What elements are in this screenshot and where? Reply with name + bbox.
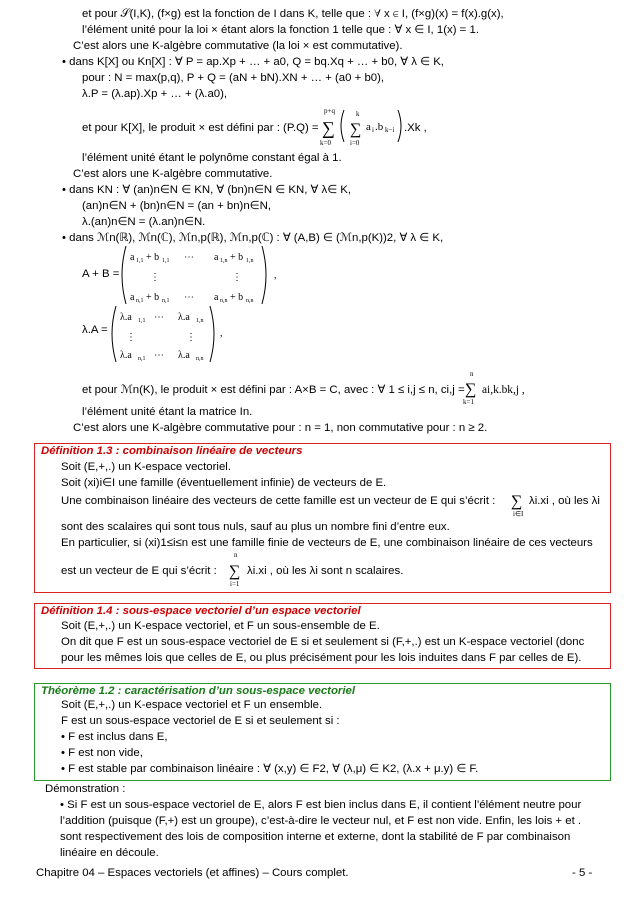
text-line: Soit (E,+,.) un K-espace vectoriel, et F un sous-ensemble de E. xyxy=(61,620,380,632)
svg-text:n,n: n,n xyxy=(246,298,254,304)
product-formula xyxy=(318,104,488,148)
text-line: λ.(an)n∈N = (λ.an)n∈N. xyxy=(82,216,206,228)
svg-text:∑: ∑ xyxy=(465,381,477,398)
text-line: • F est inclus dans E, xyxy=(61,731,168,743)
sum-symbol xyxy=(227,548,249,588)
svg-text:i: i xyxy=(372,126,374,134)
theorem-box xyxy=(34,683,611,781)
text-line: λ.A = xyxy=(82,324,108,336)
svg-text:1,n: 1,n xyxy=(220,258,228,264)
text-line: λ.P = (λ.ap).Xp + … + (λ.a0), xyxy=(82,88,228,100)
svg-text:n: n xyxy=(234,551,238,559)
svg-text:⋯: ⋯ xyxy=(184,292,194,303)
svg-text:+ b: + b xyxy=(230,252,244,263)
svg-text:n: n xyxy=(470,370,474,378)
text-line: et pour K[X], le produit × est défini par : (P.Q) = xyxy=(82,122,319,134)
svg-text:∑: ∑ xyxy=(322,118,335,138)
text-line: l’élément unité étant la matrice In. xyxy=(82,406,253,418)
definition-title: Définition 1.3 : combinaison linéaire de vecteurs xyxy=(41,445,303,457)
svg-text:n,1: n,1 xyxy=(138,356,146,362)
svg-text:1,1: 1,1 xyxy=(136,258,144,264)
svg-text:1,1: 1,1 xyxy=(138,318,146,324)
svg-text:⋮: ⋮ xyxy=(126,332,136,343)
svg-text:1,1: 1,1 xyxy=(162,258,170,264)
text-line: En particulier, si (xi)1≤i≤n est une famille finie de vecteurs de E, une combinaison linéaire de ces vecteurs xyxy=(61,537,593,549)
text-line: l’élément unité étant le polynôme constant égal à 1. xyxy=(82,152,342,164)
svg-text:⋮: ⋮ xyxy=(232,272,242,283)
svg-text:⋮: ⋮ xyxy=(150,272,160,283)
text-line: F est un sous-espace vectoriel de E si et seulement si : xyxy=(61,715,340,727)
text-line: pour : N = max(p,q), P + Q = (aN + bN).XN + … + (a0 + b0), xyxy=(82,72,385,84)
text-line: l’addition (puisque (F,+) est un groupe), c’est-à-dire le vecteur nul, et F est non vide. Enfin, les lois + et . xyxy=(60,815,582,827)
text-line: • dans KN : ∀ (an)n∈N ∈ KN, ∀ (bn)n∈N ∈ KN, ∀ λ∈ K, xyxy=(62,184,352,196)
svg-text:a: a xyxy=(130,292,135,303)
svg-text:i∈I: i∈I xyxy=(513,510,524,518)
svg-text:⋯: ⋯ xyxy=(154,350,164,361)
text-line: et pour 𝒮(I,K), (f×g) est la fonction de I dans K, telle que : ∀ x ∈ I, (f×g)(x) = f(x).g(x), xyxy=(82,8,504,20)
text-line: linéaire en découle. xyxy=(60,847,159,859)
text-line: l’élément unité pour la loi × étant alors la fonction 1 telle que : ∀ x ∈ I, 1(x) = 1. xyxy=(82,24,479,36)
svg-text:⋯: ⋯ xyxy=(154,312,164,323)
text-line: A + B = xyxy=(82,268,120,280)
text-line: .Xk , xyxy=(404,122,427,134)
svg-text:k: k xyxy=(356,110,360,118)
svg-text:a: a xyxy=(366,121,371,133)
svg-text:λ.a: λ.a xyxy=(120,312,132,323)
text-line: λi.xi , où les λi sont n scalaires. xyxy=(247,565,404,577)
text-line: ai,k.bk,j , xyxy=(482,384,525,396)
text-line: C’est alors une K-algèbre commutative (la loi × est commutative). xyxy=(73,40,403,52)
svg-text:+ b: + b xyxy=(230,292,244,303)
text-line: sont des scalaires qui sont tous nuls, sauf au plus un nombre fini d’entre eux. xyxy=(61,521,450,533)
svg-text:∑: ∑ xyxy=(511,493,523,510)
footer-chapter: Chapitre 04 – Espaces vectoriels (et affines) – Cours complet. xyxy=(36,867,349,879)
svg-text:n,n: n,n xyxy=(220,298,228,304)
matrix-sum xyxy=(120,244,290,306)
sum-symbol xyxy=(509,488,531,518)
theorem-title: Théorème 1.2 : caractérisation d’un sous-espace vectoriel xyxy=(41,685,355,697)
svg-text:λ.a: λ.a xyxy=(178,350,190,361)
matrix-scalar xyxy=(110,304,240,364)
text-line: λi.xi , où les λi xyxy=(529,495,600,507)
text-line: C’est alors une K-algèbre commutative pour : n = 1, non commutative pour : n ≥ 2. xyxy=(73,422,488,434)
text-line: • Si F est un sous-espace vectoriel de E, alors F est bien inclus dans E, il contient l’élément neutre pour xyxy=(60,799,582,811)
definition-box xyxy=(34,603,611,669)
svg-text:k=0: k=0 xyxy=(320,139,331,147)
text-line: Soit (xi)i∈I une famille (éventuellement infinie) de vecteurs de E. xyxy=(61,477,387,489)
svg-text:i=1: i=1 xyxy=(230,580,240,588)
svg-text:i=0: i=0 xyxy=(350,139,360,147)
text-line: On dit que F est un sous-espace vectoriel de E si et seulement si (F,+,.) est un K-espace vectoriel (donc xyxy=(61,636,585,648)
text-line: Une combinaison linéaire des vecteurs de cette famille est un vecteur de E qui s’écrit : xyxy=(61,495,496,507)
svg-text:λ.a: λ.a xyxy=(120,350,132,361)
svg-text:⋮: ⋮ xyxy=(186,332,196,343)
text-line: Soit (E,+,.) un K-espace vectoriel. xyxy=(61,461,231,473)
text-line: • dans ℳn(ℝ), ℳn(ℂ), ℳn,p(ℝ), ℳn,p(ℂ) : ∀ (A,B) ∈ (ℳn,p(K))2, ∀ λ ∈ K, xyxy=(62,232,444,244)
svg-text:n,1: n,1 xyxy=(136,298,144,304)
svg-text:∑: ∑ xyxy=(229,563,241,580)
text-line: sont respectivement des lois de composition interne et externe, dont la stabilité de F par combinaison xyxy=(60,831,571,843)
svg-text:⋯: ⋯ xyxy=(184,252,194,263)
text-line: est un vecteur de E qui s’écrit : xyxy=(61,565,217,577)
svg-text:,: , xyxy=(220,328,223,339)
text-line: • F est non vide, xyxy=(61,747,143,759)
svg-text:λ.a: λ.a xyxy=(178,312,190,323)
svg-text:a: a xyxy=(130,252,135,263)
svg-text:a: a xyxy=(214,252,219,263)
svg-text:∑: ∑ xyxy=(350,121,362,138)
svg-text:.b: .b xyxy=(375,121,384,133)
svg-text:p+q: p+q xyxy=(324,107,335,115)
definition-title: Définition 1.4 : sous-espace vectoriel d’un espace vectoriel xyxy=(41,605,361,617)
svg-text:n,n: n,n xyxy=(196,356,204,362)
text-line: et pour ℳn(K), le produit × est défini par : A×B = C, avec : ∀ 1 ≤ i,j ≤ n, ci,j = xyxy=(82,384,465,396)
svg-text:+ b: + b xyxy=(146,252,160,263)
page-number: - 5 - xyxy=(572,867,593,879)
definition-box xyxy=(34,443,611,593)
svg-text:,: , xyxy=(274,270,277,281)
svg-text:n,1: n,1 xyxy=(162,298,170,304)
text-line: Soit (E,+,.) un K-espace vectoriel et F un ensemble. xyxy=(61,699,323,711)
svg-text:a: a xyxy=(214,292,219,303)
svg-text:1,n: 1,n xyxy=(196,318,204,324)
svg-text:k=1: k=1 xyxy=(463,398,474,406)
text-line: • F est stable par combinaison linéaire : ∀ (x,y) ∈ F2, ∀ (λ,μ) ∈ K2, (λ.x + μ.y) ∈ F. xyxy=(61,763,479,775)
text-line: • dans K[X] ou Kn[X] : ∀ P = ap.Xp + … + a0, Q = bq.Xq + … + b0, ∀ λ ∈ K, xyxy=(62,56,444,68)
demo-title: Démonstration : xyxy=(45,783,126,795)
text-line: C’est alors une K-algèbre commutative. xyxy=(73,168,273,180)
text-line: (an)n∈N + (bn)n∈N = (an + bn)n∈N, xyxy=(82,200,271,212)
svg-text:+ b: + b xyxy=(146,292,160,303)
svg-text:k−i: k−i xyxy=(385,126,395,134)
svg-text:1,n: 1,n xyxy=(246,258,254,264)
text-line: pour les mêmes lois que celles de E, ou plus précisément pour les lois induites dans F par celles de E). xyxy=(61,652,582,664)
